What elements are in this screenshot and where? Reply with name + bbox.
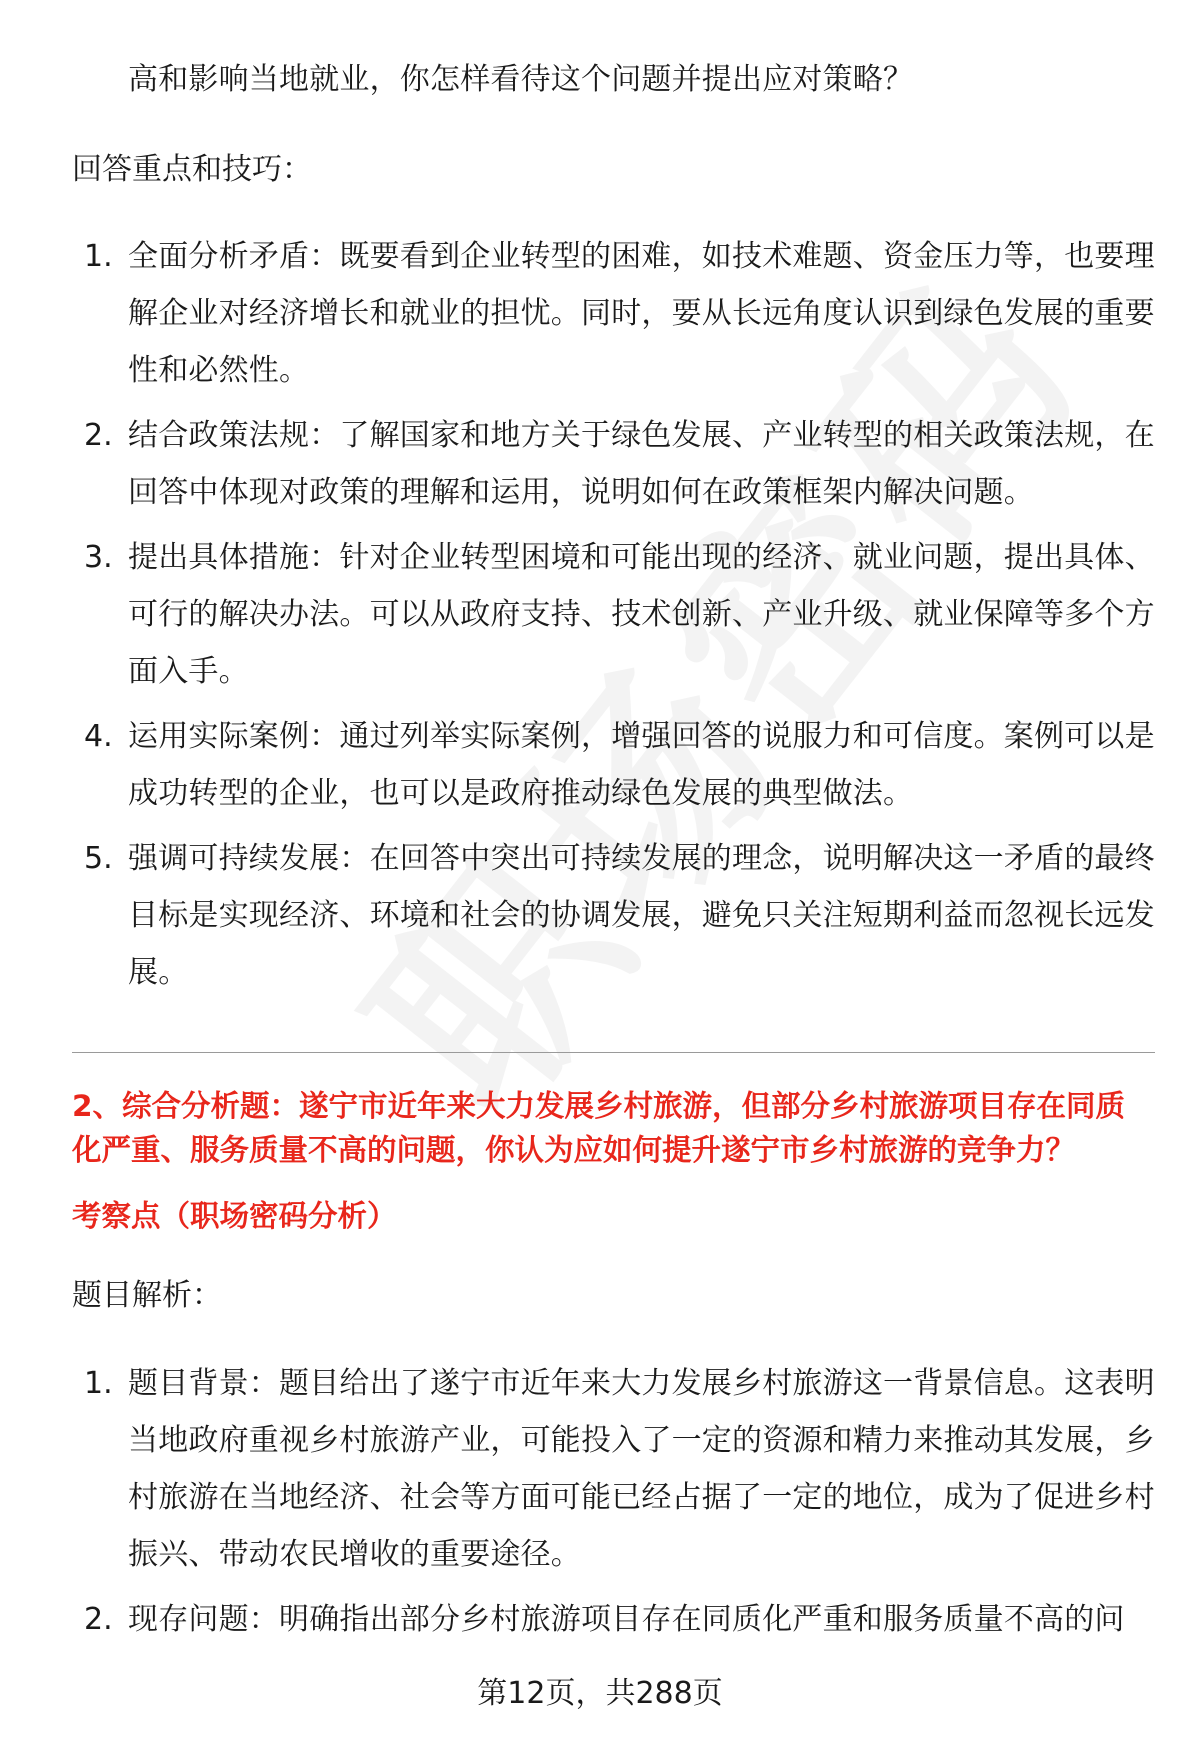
list-item-line: 目标是实现经济、环境和社会的协调发展，避免只关注短期利益而忽视长远发 — [128, 898, 1155, 933]
list-number: 5. — [84, 841, 113, 876]
list-item-line: 题目背景：题目给出了遂宁市近年来大力发展乡村旅游这一背景信息。这表明 — [128, 1366, 1155, 1401]
list-item-line: 性和必然性。 — [128, 353, 310, 388]
list-item-line: 村旅游在当地经济、社会等方面可能已经占据了一定的地位，成为了促进乡村 — [128, 1480, 1155, 1515]
list-item-line: 提出具体措施：针对企业转型困境和可能出现的经济、就业问题，提出具体、 — [128, 540, 1155, 575]
question-title-line: 化严重、服务质量不高的问题，你认为应如何提升遂宁市乡村旅游的竞争力？ — [72, 1133, 1076, 1167]
answer-tips-heading: 回答重点和技巧： — [72, 152, 312, 187]
list-item-line: 展。 — [128, 955, 189, 990]
focus-heading: 考察点（职场密码分析） — [72, 1199, 397, 1233]
list-number: 2. — [84, 418, 113, 453]
list-item-line: 面入手。 — [128, 654, 249, 689]
list-number: 4. — [84, 719, 113, 754]
list-number: 2. — [84, 1602, 113, 1637]
list-number: 1. — [84, 1366, 113, 1401]
list-item-line: 强调可持续发展：在回答中突出可持续发展的理念，说明解决这一矛盾的最终 — [128, 841, 1155, 876]
list-number: 3. — [84, 540, 113, 575]
analysis-heading: 题目解析： — [72, 1278, 222, 1313]
section-divider — [72, 1052, 1155, 1053]
list-item-line: 成功转型的企业，也可以是政府推动绿色发展的典型做法。 — [128, 776, 914, 811]
question-title-line: 2、综合分析题：遂宁市近年来大力发展乡村旅游，但部分乡村旅游项目存在同质 — [72, 1089, 1126, 1123]
page-footer: 第12页，共288页 — [477, 1676, 723, 1711]
list-item-line: 全面分析矛盾：既要看到企业转型的困难，如技术难题、资金压力等，也要理 — [128, 239, 1155, 274]
list-item-line: 现存问题：明确指出部分乡村旅游项目存在同质化严重和服务质量不高的问 — [128, 1602, 1125, 1637]
list-item-line: 可行的解决办法。可以从政府支持、技术创新、产业升级、就业保障等多个方 — [128, 597, 1155, 632]
list-number: 1. — [84, 239, 113, 274]
watermark — [284, 205, 1136, 1165]
list-item-line: 回答中体现对政策的理解和运用，说明如何在政策框架内解决问题。 — [128, 475, 1034, 510]
intro-line: 高和影响当地就业，你怎样看待这个问题并提出应对策略？ — [128, 62, 914, 97]
list-item-line: 运用实际案例：通过列举实际案例，增强回答的说服力和可信度。案例可以是 — [128, 719, 1155, 754]
list-item-line: 振兴、带动农民增收的重要途径。 — [128, 1537, 581, 1572]
list-item-line: 当地政府重视乡村旅游产业，可能投入了一定的资源和精力来推动其发展，乡 — [128, 1423, 1155, 1458]
list-item-line: 结合政策法规：了解国家和地方关于绿色发展、产业转型的相关政策法规，在 — [128, 418, 1155, 453]
list-item-line: 解企业对经济增长和就业的担忧。同时，要从长远角度认识到绿色发展的重要 — [128, 296, 1155, 331]
